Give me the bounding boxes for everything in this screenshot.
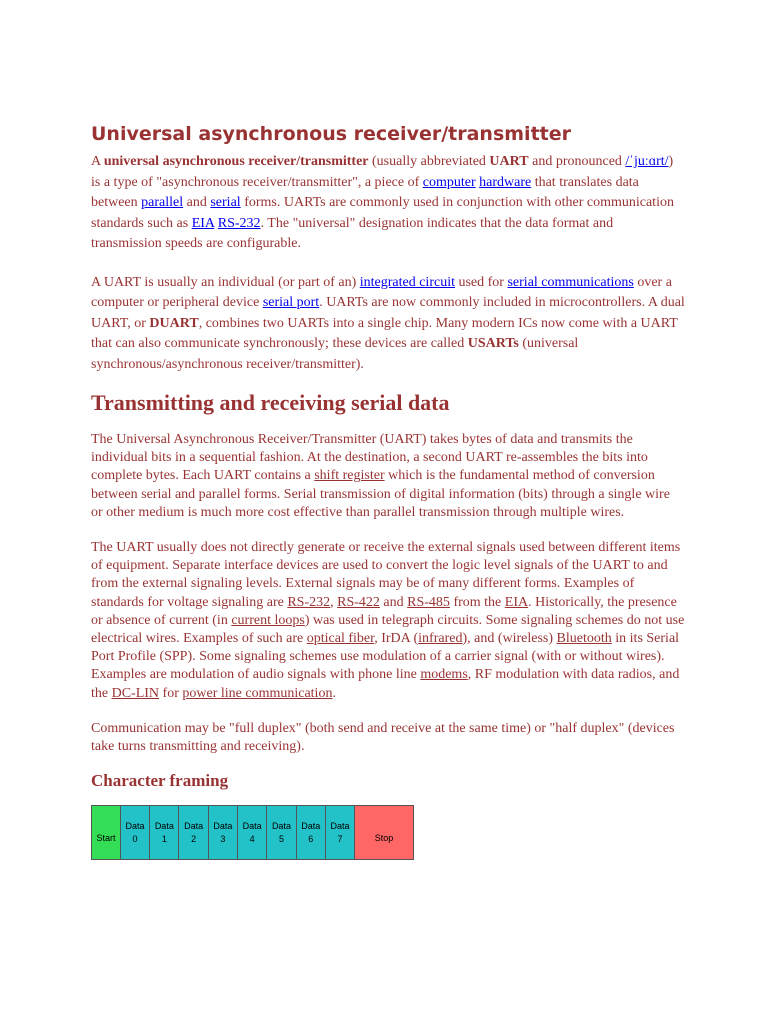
link-shift-register[interactable]: shift register	[314, 468, 385, 484]
link-serial-port[interactable]: serial port	[262, 295, 320, 310]
frame-data-bit-7: Data 7	[326, 806, 355, 859]
frame-data-bit-1: Data 1	[150, 806, 179, 859]
link-rs422[interactable]: RS-422	[337, 594, 380, 610]
serial-data-paragraph: The Universal Asynchronous Receiver/Transmitter (UART) takes bytes of data and transmits the individual bits in a sequential fashion. At the destination, a second UART re-assembles the bits into complete bytes. Each UART contains a shift register which is the fundamental method of conversion between serial and parallel forms. Serial transmission of digital information (bits) through a single wire or other medium is much more cost effective than parallel transmission through multiple wires.	[91, 432, 670, 520]
frame-data-bit-4: Data 4	[238, 806, 267, 859]
link-current-loops[interactable]: current loops	[231, 612, 305, 628]
duplex-paragraph: Communication may be "full duplex" (both send and receive at the same time) or "half duplex" (devices take turns transmitting and receiving).	[91, 720, 675, 755]
link-hardware[interactable]: hardware	[479, 174, 532, 190]
link-rs232-b[interactable]: RS-232	[287, 594, 331, 610]
link-serial[interactable]: serial	[210, 195, 241, 210]
frame-data-bit-0: Data 0	[121, 806, 150, 859]
signals-paragraph: The UART usually does not directly generate or receive the external signals used between different items of equipment. Separate interface devices are used to convert the logic level signals of the UART to and from the external signaling levels. External signals may be of many different forms. Examples of standards for voltage signaling are RS-232, RS-422 and RS-485 from the EIA. Historically, the presence or absence of current (in current loops) was used in telegraph circuits. Some signaling schemes do not use electrical wires. Examples of such are optical fiber, IrDA (infrared), and (wireless) Bluetooth in its Serial Port Profile (SPP). Some signaling schemes use modulation of a carrier signal (with or without wires). Examples are modulation of audio signals with phone line modems, RF modulation with data radios, and the DC-LIN for power line communication.	[91, 540, 685, 701]
link-computer[interactable]: computer	[422, 174, 476, 190]
term-duart: DUART	[149, 315, 199, 331]
link-optical-fiber[interactable]: optical fiber	[306, 631, 375, 647]
term-usarts: USARTs	[467, 336, 519, 351]
link-rs232[interactable]: RS-232	[217, 215, 261, 231]
link-dc-lin[interactable]: DC-LIN	[111, 685, 160, 701]
article	[91, 120, 685, 860]
link-eia-b[interactable]: EIA	[504, 594, 529, 610]
character-frame-diagram	[91, 805, 414, 860]
uart-description-paragraph: A UART is usually an individual (or part of an) integrated circuit used for serial communications over a computer or peripheral device serial port. UARTs are now commonly included in microcontrollers. A dual UART, or DUART, combines two UARTs into a single chip. Many modern ICs now come with a UART that can also communicate synchronously; these devices are called USARTs (universal synchronous/asynchronous receiver/transmitter).	[91, 274, 685, 372]
link-pronunciation[interactable]: /ˈjuːɑrt/	[625, 154, 669, 169]
frame-data-bit-3: Data 3	[209, 806, 238, 859]
link-power-line-communication[interactable]: power line communication	[182, 685, 333, 701]
link-serial-communications[interactable]: serial communications	[507, 274, 634, 290]
frame-data-bit-2: Data 2	[179, 806, 208, 859]
link-eia[interactable]: EIA	[191, 215, 215, 231]
section-title-transmitting: Transmitting and receiving serial data	[91, 390, 450, 415]
term-uart: UART	[489, 154, 529, 169]
frame-start-bit: Start	[92, 806, 121, 859]
link-infrared[interactable]: infrared	[418, 631, 463, 647]
link-integrated-circuit[interactable]: integrated circuit	[359, 274, 455, 290]
section-title-character-framing: Character framing	[91, 771, 229, 791]
intro-paragraph: A universal asynchronous receiver/transmitter (usually abbreviated UART and pronounced /ˈjuːɑrt/) is a type of "asynchronous receiver/transmitter", a piece of computer hardware that translates data between parallel and serial forms. UARTs are commonly used in conjunction with other communication standards such as EIA RS-232. The "universal" designation indicates that the data format and transmission speeds are configurable.	[91, 154, 674, 251]
section-title-uart: Universal asynchronous receiver/transmitter	[91, 123, 571, 145]
link-parallel[interactable]: parallel	[141, 195, 184, 210]
frame-stop-bit: Stop	[355, 806, 413, 859]
frame-data-bit-5: Data 5	[267, 806, 296, 859]
frame-data-bit-6: Data 6	[297, 806, 326, 859]
term-uart-full: universal asynchronous receiver/transmitter	[103, 154, 369, 169]
link-modems[interactable]: modems	[420, 667, 468, 683]
link-rs485[interactable]: RS-485	[407, 594, 450, 610]
link-bluetooth[interactable]: Bluetooth	[556, 631, 612, 647]
